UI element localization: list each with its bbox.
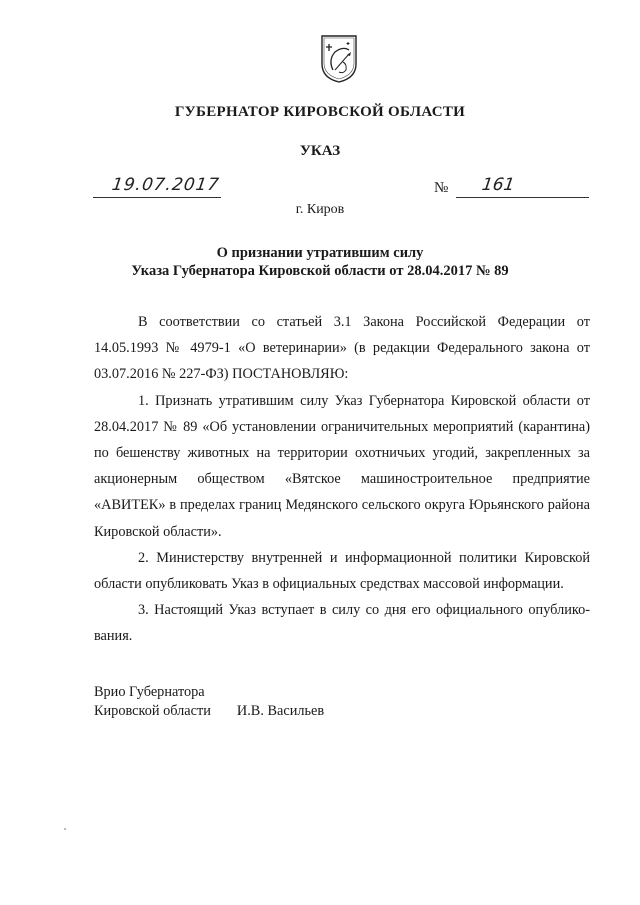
signature-position-line-2 [94, 702, 324, 721]
signature-position-text: Кировской области [94, 703, 211, 719]
organization-heading: ГУБЕРНАТОР КИРОВСКОЙ ОБЛАСТИ [174, 104, 466, 120]
item-1-paragraph: 1. Признать утратившим силу Указ Губернатора Кировской области от 28.04.2017 № 89 «Об установлении ограничительных мероприятий (карантина) по бешенству животных на территории охотничьих угодий, закрепленных за акционерным обществом «Вятское машиностроительное предприятие «АВИТЕК» в пределах границ Медянского сельского округа Юрьянского района Кировской области». [94, 392, 590, 540]
handwritten-date: 19.07.2017 [110, 175, 221, 195]
preamble-paragraph: В соответствии со статьей 3.1 Закона Российской Федерации от 14.05.1993 № 4979-1 «О ветеринарии» (в редакции Федерального закона от 03.07.2016 № 227-ФЗ) ПОСТАНОВЛЯЮ: [94, 314, 590, 383]
document-type-heading: УКАЗ [299, 143, 341, 159]
scan-speck [64, 828, 66, 830]
city-label: г. Киров [295, 202, 345, 217]
document-body [94, 309, 590, 650]
item-3-paragraph: 3. Настоящий Указ вступает в силу со дня его официального опубликования. [94, 602, 590, 645]
document-title [0, 244, 640, 280]
handwritten-number: 161 [480, 175, 516, 195]
number-field-line [456, 175, 589, 198]
signatory-name: И.В. Васильев [236, 703, 325, 719]
signature-block [94, 683, 324, 721]
coat-of-arms-emblem [319, 34, 359, 84]
title-line-2: Указа Губернатора Кировской области от 28.04.2017 № 89 [131, 263, 509, 279]
signature-position-line-1: Врио Губернатора [94, 684, 205, 700]
item-2-paragraph: 2. Министерству внутренней и информационной политики Кировской области опубликовать Указ в официальных средствах массовой информации. [94, 549, 590, 593]
title-line-1: О признании утратившим силу [216, 245, 424, 261]
number-sign: № [434, 180, 449, 196]
